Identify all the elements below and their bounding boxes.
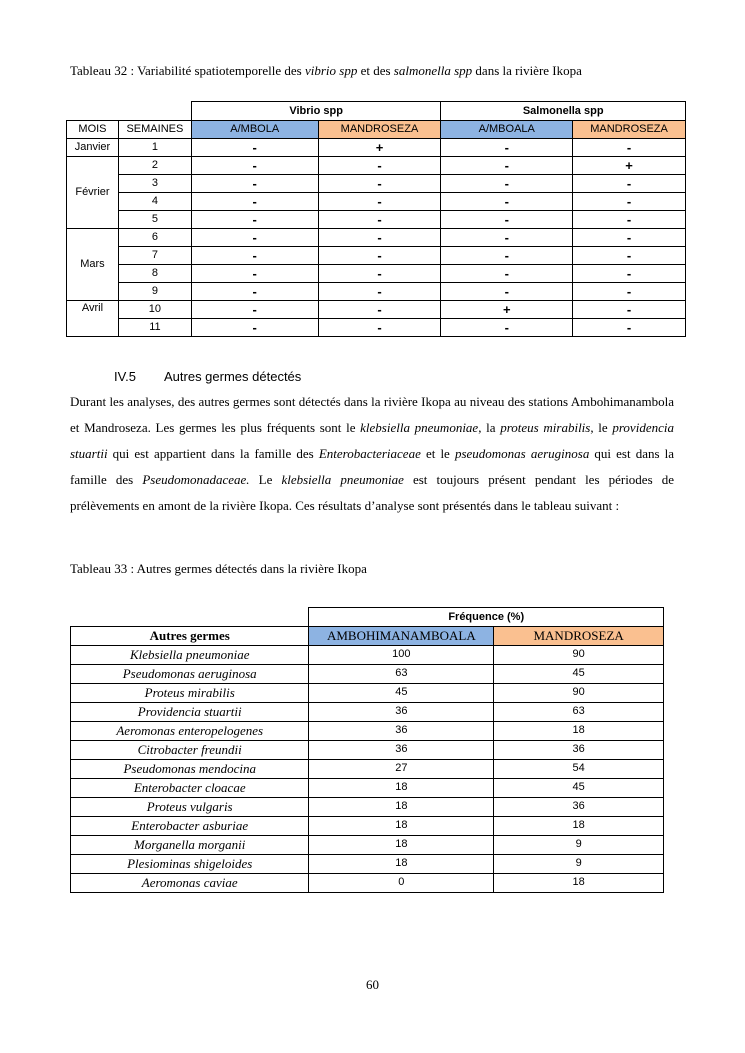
table-row: [71, 874, 664, 893]
page-number: 60: [366, 977, 379, 992]
result-cell: -: [191, 301, 318, 319]
table32-caption: Tableau 32 : Variabilité spatiotemporelle des vibrio spp et des salmonella spp dans la rivière Ikopa: [70, 63, 582, 78]
other-germs-table: [70, 607, 664, 893]
header-vibrio: Vibrio spp: [191, 102, 441, 121]
paragraph-text: , la: [478, 420, 501, 435]
result-cell: -: [573, 265, 686, 283]
paragraph-text: et le: [420, 446, 455, 461]
week-cell: 5: [118, 211, 191, 229]
frequency-mandroseza: 54: [494, 760, 664, 779]
header-salmonella-mandroseza: MANDROSEZA: [573, 121, 686, 139]
germ-name: Pseudomonas mendocina: [71, 760, 309, 779]
result-cell: -: [318, 283, 441, 301]
frequency-mandroseza: 63: [494, 703, 664, 722]
month-cell: Février: [67, 157, 119, 229]
germ-name: Providencia stuartii: [71, 703, 309, 722]
result-cell: -: [441, 319, 573, 337]
table-row: [67, 301, 686, 319]
week-cell: 4: [118, 193, 191, 211]
month-cell: Avril: [67, 301, 119, 337]
table-row: [71, 779, 664, 798]
result-cell: -: [441, 175, 573, 193]
month-cell: Mars: [67, 229, 119, 301]
frequency-mandroseza: 9: [494, 836, 664, 855]
germ-name: Proteus vulgaris: [71, 798, 309, 817]
species-name: providencia stuartii: [70, 420, 674, 461]
result-cell: -: [573, 247, 686, 265]
paragraph-text: est toujours présent pendant les périodes de prélèvements en amont de la rivière Ikopa. Ces résultats d’analyse sont présentés dans le tableau suivant :: [70, 472, 674, 513]
result-cell: -: [318, 265, 441, 283]
paragraph-text: Le: [249, 472, 282, 487]
table-row: [71, 760, 664, 779]
species-name: pseudomonas aeruginosa: [454, 446, 590, 461]
header-vibrio-mandroseza: MANDROSEZA: [318, 121, 441, 139]
species-name: klebsiella pneumoniae: [281, 472, 404, 487]
table-row: [67, 193, 686, 211]
result-cell: -: [191, 319, 318, 337]
week-cell: 8: [118, 265, 191, 283]
result-cell: -: [573, 283, 686, 301]
result-cell: -: [573, 229, 686, 247]
frequency-ambohimanamboala: 27: [309, 760, 494, 779]
frequency-ambohimanamboala: 18: [309, 779, 494, 798]
germ-name: Citrobacter freundii: [71, 741, 309, 760]
germ-name: Plesiominas shigeloides: [71, 855, 309, 874]
week-cell: 11: [118, 319, 191, 337]
paragraph-text: Durant les analyses, des autres germes sont détectés dans la rivière Ikopa au niveau des stations Ambohimanambola et Mandroseza. Les germes les plus fréquents sont le: [70, 394, 674, 435]
table-row: [71, 798, 664, 817]
result-cell: -: [318, 211, 441, 229]
germ-name: Aeromonas caviae: [71, 874, 309, 893]
table-row: [71, 703, 664, 722]
header-vibrio-ambohimanambola: A/MBOLA: [191, 121, 318, 139]
result-cell: -: [318, 193, 441, 211]
result-cell: -: [573, 211, 686, 229]
result-cell: -: [441, 229, 573, 247]
result-cell: +: [573, 157, 686, 175]
header-mois: MOIS: [67, 121, 119, 139]
table-row: [67, 157, 686, 175]
species-name: Enterobacteriaceae: [318, 446, 421, 461]
frequency-ambohimanamboala: 18: [309, 855, 494, 874]
frequency-ambohimanamboala: 36: [309, 741, 494, 760]
section-number: IV.5: [114, 369, 136, 384]
germ-name: Morganella morganii: [71, 836, 309, 855]
frequency-mandroseza: 18: [494, 817, 664, 836]
result-cell: -: [191, 211, 318, 229]
result-cell: -: [318, 157, 441, 175]
table-row: [67, 139, 686, 157]
body-paragraph: [70, 389, 674, 519]
result-cell: -: [318, 301, 441, 319]
table-row: [67, 175, 686, 193]
paragraph-text: qui est dans la famille des: [70, 446, 675, 487]
result-cell: -: [441, 211, 573, 229]
result-cell: -: [318, 319, 441, 337]
result-cell: -: [191, 247, 318, 265]
species-name: klebsiella pneumoniae: [360, 420, 479, 435]
table-row: [67, 229, 686, 247]
table-row: [67, 211, 686, 229]
frequency-ambohimanamboala: 0: [309, 874, 494, 893]
header-mandroseza: MANDROSEZA: [494, 627, 664, 646]
header-frequence: Fréquence (%): [309, 608, 664, 627]
result-cell: -: [441, 247, 573, 265]
result-cell: -: [441, 139, 573, 157]
result-cell: -: [573, 301, 686, 319]
table33-caption: Tableau 33 : Autres germes détectés dans la rivière Ikopa: [70, 561, 367, 576]
table-row: [71, 646, 664, 665]
result-cell: -: [441, 193, 573, 211]
frequency-mandroseza: 36: [494, 741, 664, 760]
result-cell: +: [318, 139, 441, 157]
result-cell: -: [191, 139, 318, 157]
result-cell: -: [573, 319, 686, 337]
table-row: [71, 855, 664, 874]
result-cell: -: [441, 283, 573, 301]
frequency-ambohimanamboala: 45: [309, 684, 494, 703]
germ-name: Enterobacter asburiae: [71, 817, 309, 836]
table-row: [71, 741, 664, 760]
paragraph-text: qui est appartient dans la famille des: [107, 446, 319, 461]
result-cell: -: [191, 175, 318, 193]
result-cell: -: [191, 193, 318, 211]
frequency-ambohimanamboala: 18: [309, 836, 494, 855]
table-row: [71, 836, 664, 855]
result-cell: -: [318, 247, 441, 265]
germ-name: Aeromonas enteropelogenes: [71, 722, 309, 741]
table-row: [71, 665, 664, 684]
result-cell: -: [191, 229, 318, 247]
result-cell: -: [318, 175, 441, 193]
week-cell: 10: [118, 301, 191, 319]
frequency-ambohimanamboala: 63: [309, 665, 494, 684]
frequency-mandroseza: 18: [494, 874, 664, 893]
frequency-ambohimanamboala: 36: [309, 703, 494, 722]
result-cell: -: [191, 265, 318, 283]
species-name: Pseudomonadaceae.: [142, 472, 250, 487]
table-row: [71, 684, 664, 703]
week-cell: 2: [118, 157, 191, 175]
section-title: Autres germes détectés: [164, 369, 302, 384]
germ-name: Proteus mirabilis: [71, 684, 309, 703]
section-heading: [114, 369, 301, 384]
table-row: [67, 319, 686, 337]
vibrio-salmonella-table: [66, 101, 686, 337]
table-row: [67, 265, 686, 283]
table-row: [71, 817, 664, 836]
header-autres-germes: Autres germes: [71, 627, 309, 646]
frequency-mandroseza: 45: [494, 665, 664, 684]
paragraph-text: , le: [590, 420, 613, 435]
germ-name: Enterobacter cloacae: [71, 779, 309, 798]
month-cell: Janvier: [67, 139, 119, 157]
species-name: proteus mirabilis: [500, 420, 591, 435]
week-cell: 7: [118, 247, 191, 265]
germ-name: Pseudomonas aeruginosa: [71, 665, 309, 684]
result-cell: -: [318, 229, 441, 247]
frequency-mandroseza: 45: [494, 779, 664, 798]
result-cell: -: [441, 157, 573, 175]
frequency-mandroseza: 90: [494, 646, 664, 665]
frequency-ambohimanamboala: 18: [309, 817, 494, 836]
result-cell: +: [441, 301, 573, 319]
frequency-mandroseza: 90: [494, 684, 664, 703]
germ-name: Klebsiella pneumoniae: [71, 646, 309, 665]
result-cell: -: [573, 139, 686, 157]
frequency-mandroseza: 18: [494, 722, 664, 741]
week-cell: 1: [118, 139, 191, 157]
frequency-ambohimanamboala: 100: [309, 646, 494, 665]
result-cell: -: [573, 175, 686, 193]
result-cell: -: [573, 193, 686, 211]
header-salmonella-ambohimanambola: A/MBOALA: [441, 121, 573, 139]
week-cell: 9: [118, 283, 191, 301]
table-row: [71, 722, 664, 741]
frequency-mandroseza: 9: [494, 855, 664, 874]
header-ambohimanamboala: AMBOHIMANAMBOALA: [309, 627, 494, 646]
result-cell: -: [191, 283, 318, 301]
header-salmonella: Salmonella spp: [441, 102, 686, 121]
frequency-mandroseza: 36: [494, 798, 664, 817]
table-row: [67, 283, 686, 301]
frequency-ambohimanamboala: 18: [309, 798, 494, 817]
week-cell: 6: [118, 229, 191, 247]
table-row: [67, 247, 686, 265]
result-cell: -: [441, 265, 573, 283]
frequency-ambohimanamboala: 36: [309, 722, 494, 741]
result-cell: -: [191, 157, 318, 175]
header-semaines: SEMAINES: [118, 121, 191, 139]
week-cell: 3: [118, 175, 191, 193]
